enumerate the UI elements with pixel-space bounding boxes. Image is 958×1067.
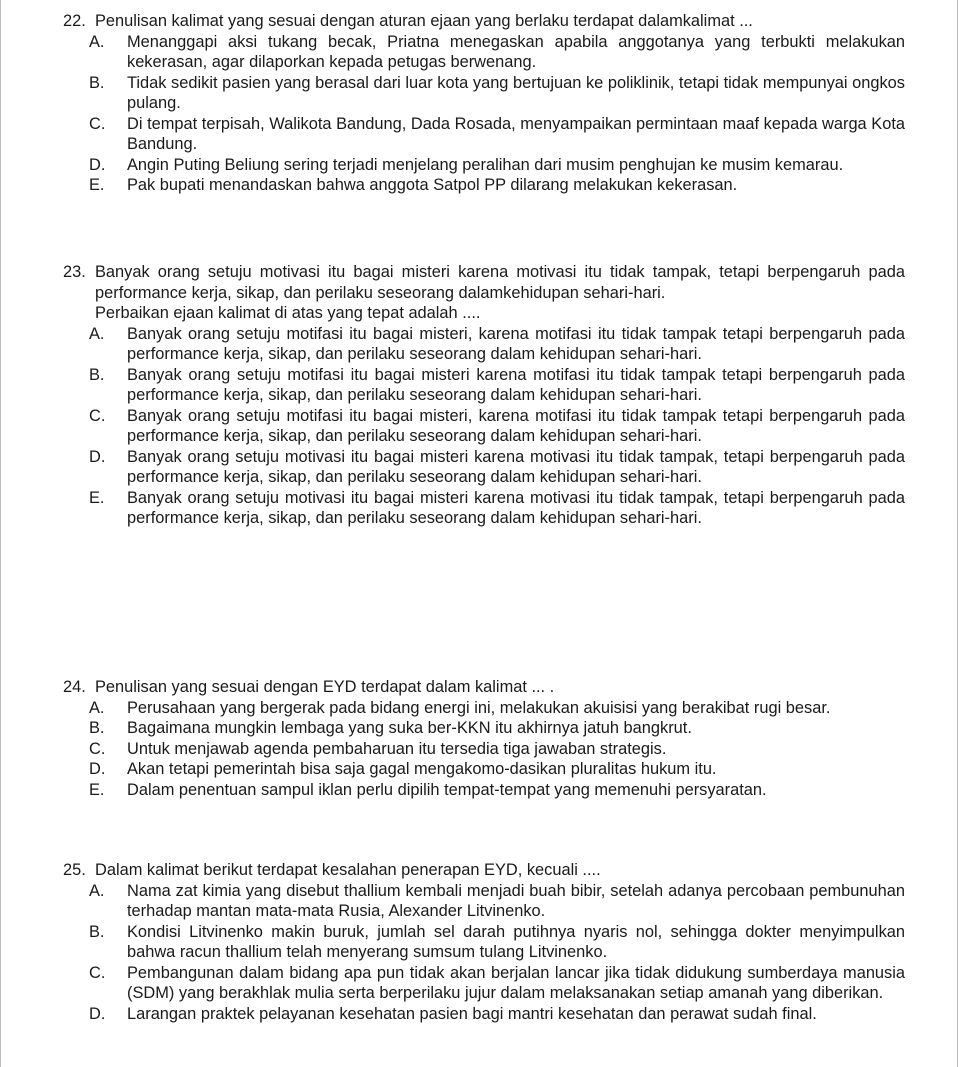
option-text: Untuk menjawab agenda pembaharuan itu tersedia tiga jawaban strategis. <box>127 739 667 758</box>
option-b[interactable] <box>89 365 905 406</box>
question-text: Dalam kalimat berikut terdapat kesalahan penerapan EYD, kecuali .... <box>95 861 601 879</box>
option-b[interactable] <box>89 73 905 114</box>
question-24 <box>63 677 905 800</box>
option-text: Angin Puting Beliung sering terjadi menjelang peralihan dari musim penghujan ke musim kemarau. <box>127 155 844 174</box>
option-list <box>89 324 905 529</box>
option-d[interactable] <box>89 1004 905 1025</box>
option-a[interactable] <box>89 324 905 365</box>
option-letter: D. <box>89 1004 106 1023</box>
option-c[interactable] <box>89 963 905 1004</box>
question-text: Penulisan kalimat yang sesuai dengan aturan ejaan yang berlaku terdapat dalamkalimat ... <box>95 12 753 30</box>
option-text: Perusahaan yang bergerak pada bidang energi ini, melakukan akuisisi yang berakibat rugi besar. <box>127 698 831 717</box>
question-number: 24. <box>63 678 86 696</box>
option-b[interactable] <box>89 718 905 739</box>
option-d[interactable] <box>89 155 905 176</box>
option-letter: B. <box>89 922 105 941</box>
question-22 <box>63 11 905 196</box>
option-text: Banyak orang setuju motifasi itu bagai misteri, karena motifasi itu tidak tampak tetapi berpengaruh pada performance kerja, sikap, dan perilaku seseorang dalam kehidupan sehari-hari. <box>127 324 905 363</box>
option-b[interactable] <box>89 922 905 963</box>
option-list <box>89 32 905 196</box>
question-stem <box>63 262 905 303</box>
option-text: Banyak orang setuju motivasi itu bagai misteri karena motivasi itu tidak tampak, tetapi berpengaruh pada performance kerja, sikap, dan perilaku seseorang dalam kehidupan sehari-hari. <box>127 447 905 486</box>
option-letter: C. <box>89 739 106 758</box>
question-text: Penulisan yang sesuai dengan EYD terdapat dalam kalimat ... . <box>95 678 555 696</box>
option-letter: B. <box>89 73 105 92</box>
question-instruction-row <box>63 303 905 324</box>
option-e[interactable] <box>89 488 905 529</box>
option-list <box>89 698 905 801</box>
option-letter: E. <box>89 488 105 507</box>
option-letter: A. <box>89 698 105 717</box>
option-c[interactable] <box>89 114 905 155</box>
question-number: 25. <box>63 861 86 879</box>
option-text: Banyak orang setuju motivasi itu bagai misteri karena motivasi itu tidak tampak, tetapi berpengaruh pada performance kerja, sikap, dan perilaku seseorang dalam kehidupan sehari-hari. <box>127 488 905 527</box>
option-text: Banyak orang setuju motifasi itu bagai misteri karena motifasi itu tidak tampak tetapi berpengaruh pada performance kerja, sikap, dan perilaku seseorang dalam kehidupan sehari-hari. <box>127 365 905 404</box>
option-letter: A. <box>89 324 105 343</box>
option-text: Tidak sedikit pasien yang berasal dari luar kota yang bertujuan ke poliklinik, tetapi tidak mempunyai ongkos pulang. <box>127 73 905 112</box>
option-letter: E. <box>89 780 105 799</box>
question-text: Banyak orang setuju motivasi itu bagai misteri karena motivasi itu tidak tampak, tetapi berpengaruh pada performance kerja, sikap, dan perilaku seseorang dalamkehidupan sehari-hari. <box>95 263 905 302</box>
option-text: Bagaimana mungkin lembaga yang suka ber-KKN itu akhirnya jatuh bangkrut. <box>127 719 692 737</box>
option-text: Kondisi Litvinenko makin buruk, jumlah sel darah putihnya nyaris nol, sehingga dokter menyimpulkan bahwa racun thallium telah menyerang sumsum tulang Litvinenko. <box>127 922 905 961</box>
option-text: Banyak orang setuju motifasi itu bagai misteri, karena motifasi itu tidak tampak tetapi berpengaruh pada performance kerja, sikap, dan perilaku seseorang dalam kehidupan sehari-hari. <box>127 406 905 445</box>
option-letter: D. <box>89 155 106 174</box>
question-number: 22. <box>63 12 86 30</box>
option-text: Pembangunan dalam bidang apa pun tidak akan berjalan lancar jika tidak didukung sumberdaya manusia (SDM) yang berakhlak mulia serta berperilaku jujur dalam melaksanakan setiap amanah yang diberikan. <box>127 963 905 1002</box>
question-23 <box>63 262 905 529</box>
option-a[interactable] <box>89 698 905 719</box>
option-e[interactable] <box>89 175 905 196</box>
option-text: Dalam penentuan sampul iklan perlu dipilih tempat-tempat yang memenuhi persyaratan. <box>127 780 767 799</box>
option-text: Menanggapi aksi tukang becak, Priatna menegaskan apabila anggotanya yang terbukti melakukan kekerasan, agar dilaporkan kepada petugas berwenang. <box>127 32 905 71</box>
question-25 <box>63 860 905 1024</box>
option-letter: C. <box>89 114 106 133</box>
question-stem <box>63 677 905 698</box>
option-d[interactable] <box>89 759 905 780</box>
option-d[interactable] <box>89 447 905 488</box>
option-c[interactable] <box>89 406 905 447</box>
option-e[interactable] <box>89 780 905 801</box>
option-text: Akan tetapi pemerintah bisa saja gagal mengakomo-dasikan pluralitas hukum itu. <box>127 760 717 778</box>
option-letter: B. <box>89 365 105 384</box>
option-letter: C. <box>89 406 106 425</box>
option-letter: C. <box>89 963 106 982</box>
option-text: Nama zat kimia yang disebut thallium kembali menjadi buah bibir, setelah adanya percobaan pembunuhan terhadap mantan mata-mata Rusia, Alexander Litvinenko. <box>127 881 905 920</box>
option-letter: E. <box>89 176 105 194</box>
option-letter: D. <box>89 447 106 466</box>
option-letter: A. <box>89 881 105 900</box>
option-letter: D. <box>89 760 106 778</box>
option-a[interactable] <box>89 32 905 73</box>
question-stem <box>63 11 905 32</box>
option-c[interactable] <box>89 739 905 760</box>
option-list <box>89 881 905 1025</box>
option-text: Pak bupati menandaskan bahwa anggota Satpol PP dilarang melakukan kekerasan. <box>127 176 738 194</box>
option-text: Di tempat terpisah, Walikota Bandung, Dada Rosada, menyampaikan permintaan maaf kepada warga Kota Bandung. <box>127 114 905 153</box>
question-stem <box>63 860 905 881</box>
option-letter: A. <box>89 32 105 51</box>
question-instruction: Perbaikan ejaan kalimat di atas yang tepat adalah .... <box>95 304 481 322</box>
question-number: 23. <box>63 263 86 281</box>
option-letter: B. <box>89 719 105 737</box>
option-text: Larangan praktek pelayanan kesehatan pasien bagi mantri kesehatan dan perawat sudah final. <box>127 1004 817 1023</box>
option-a[interactable] <box>89 881 905 922</box>
